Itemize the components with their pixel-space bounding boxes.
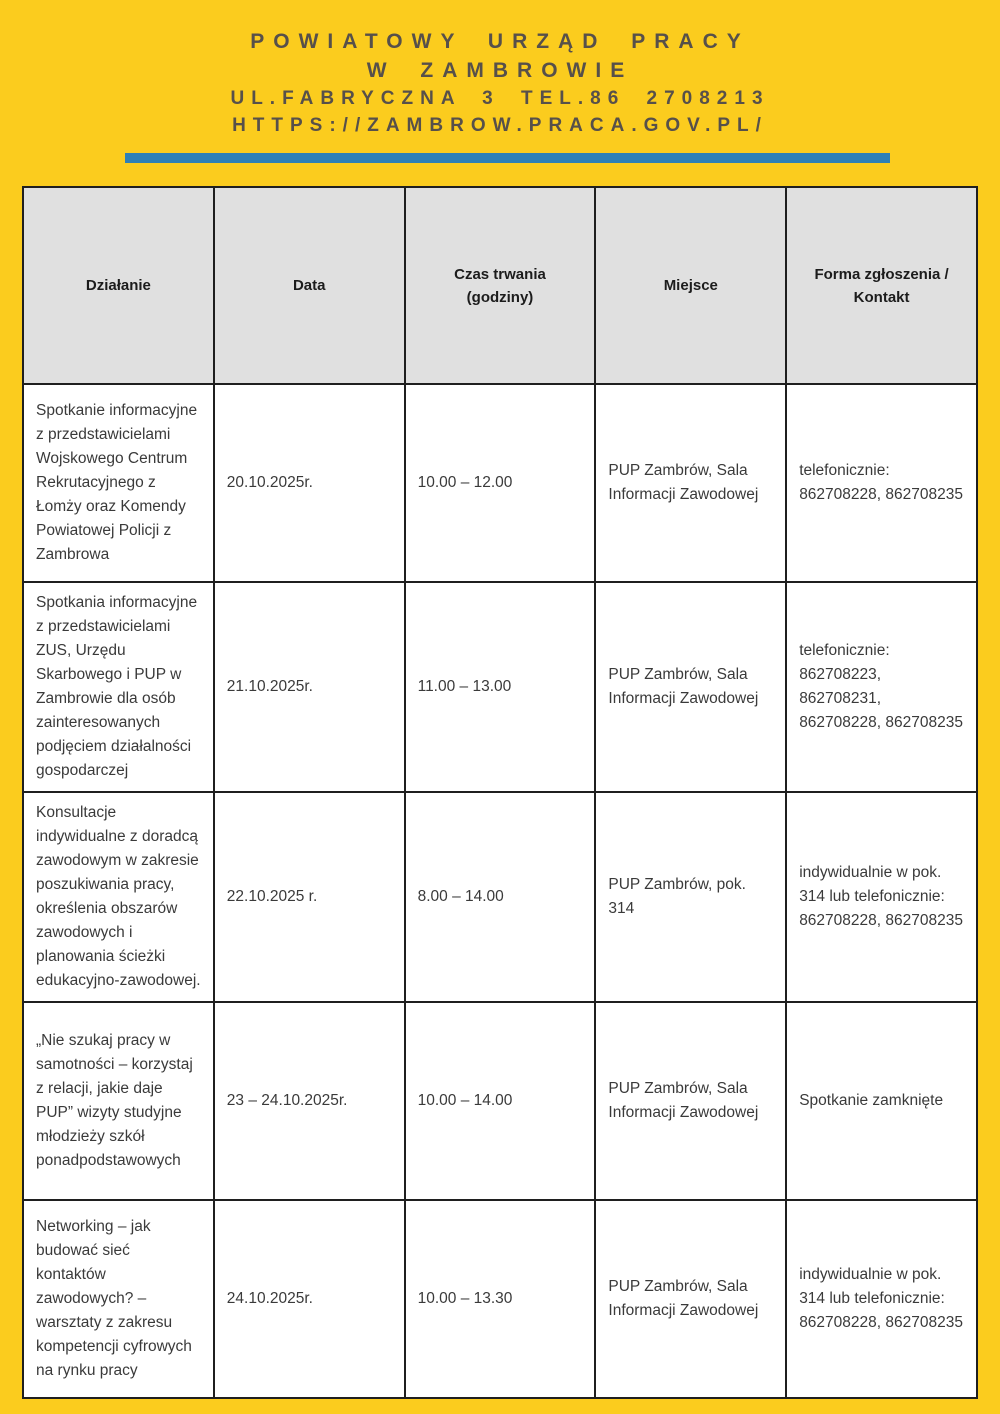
cell-contact: Spotkanie zamknięte xyxy=(786,1002,977,1200)
cell-time: 11.00 – 13.00 xyxy=(405,582,596,792)
table-row xyxy=(23,384,977,582)
org-website: HTTPS://ZAMBROW.PRACA.GOV.PL/ xyxy=(232,115,768,136)
cell-place: PUP Zambrów, Sala Informacji Zawodowej xyxy=(595,1002,786,1200)
table-row xyxy=(23,1002,977,1200)
column-header-place: Miejsce xyxy=(595,187,786,384)
cell-place: PUP Zambrów, Sala Informacji Zawodowej xyxy=(595,1200,786,1398)
header-divider-bar xyxy=(125,153,890,163)
cell-action: Spotkanie informacyjne z przedstawicielami Wojskowego Centrum Rekrutacyjnego z Łomży oraz Komendy Powiatowej Policji z Zambrowa xyxy=(23,384,214,582)
cell-contact: telefonicznie: 862708228, 862708235 xyxy=(786,384,977,582)
cell-action: Networking – jak budować sieć kontaktów zawodowych? – warsztaty z zakresu kompetencji cyfrowych na rynku pracy xyxy=(23,1200,214,1398)
page-header xyxy=(0,0,1000,139)
org-name-line2: W ZAMBROWIE xyxy=(366,59,634,82)
org-name-line1: POWIATOWY URZĄD PRACY xyxy=(250,30,750,53)
column-header-contact: Forma zgłoszenia / Kontakt xyxy=(786,187,977,384)
cell-time: 8.00 – 14.00 xyxy=(405,792,596,1002)
table-row xyxy=(23,1200,977,1398)
table-row xyxy=(23,582,977,792)
org-address-phone: UL.FABRYCZNA 3 TEL.86 2708213 xyxy=(230,88,770,109)
cell-contact: telefonicznie: 862708223, 862708231, 862708228, 862708235 xyxy=(786,582,977,792)
cell-time: 10.00 – 12.00 xyxy=(405,384,596,582)
cell-contact: indywidualnie w pok. 314 lub telefonicznie: 862708228, 862708235 xyxy=(786,792,977,1002)
column-header-date: Data xyxy=(214,187,405,384)
cell-date: 21.10.2025r. xyxy=(214,582,405,792)
cell-action: „Nie szukaj pracy w samotności – korzystaj z relacji, jakie daje PUP” wizyty studyjne młodzieży szkół ponadpodstawowych xyxy=(23,1002,214,1200)
cell-date: 23 – 24.10.2025r. xyxy=(214,1002,405,1200)
table-row xyxy=(23,792,977,1002)
column-header-action: Działanie xyxy=(23,187,214,384)
table-header-row xyxy=(23,187,977,384)
cell-time: 10.00 – 14.00 xyxy=(405,1002,596,1200)
cell-contact: indywidualnie w pok. 314 lub telefonicznie: 862708228, 862708235 xyxy=(786,1200,977,1398)
cell-action: Spotkania informacyjne z przedstawicielami ZUS, Urzędu Skarbowego i PUP w Zambrowie dla osób zainteresowanych podjęciem działalności gospodarczej xyxy=(23,582,214,792)
cell-date: 24.10.2025r. xyxy=(214,1200,405,1398)
cell-action: Konsultacje indywidualne z doradcą zawodowym w zakresie poszukiwania pracy, określenia obszarów zawodowych i planowania ścieżki edukacyjno-zawodowej. xyxy=(23,792,214,1002)
cell-date: 20.10.2025r. xyxy=(214,384,405,582)
cell-time: 10.00 – 13.30 xyxy=(405,1200,596,1398)
column-header-duration: Czas trwania (godziny) xyxy=(405,187,596,384)
cell-place: PUP Zambrów, pok. 314 xyxy=(595,792,786,1002)
cell-place: PUP Zambrów, Sala Informacji Zawodowej xyxy=(595,384,786,582)
cell-place: PUP Zambrów, Sala Informacji Zawodowej xyxy=(595,582,786,792)
cell-date: 22.10.2025 r. xyxy=(214,792,405,1002)
schedule-table xyxy=(22,186,978,1399)
